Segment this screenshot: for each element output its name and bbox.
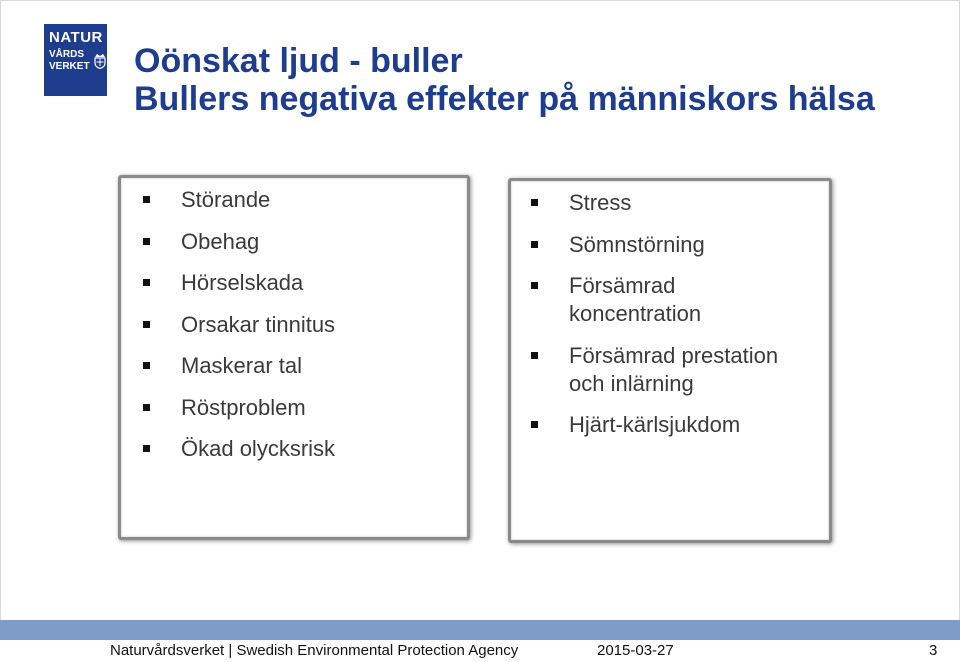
footer-date: 2015-03-27 (597, 642, 674, 659)
list-item: Maskerar tal (181, 352, 335, 380)
logo-row (49, 49, 107, 73)
footer-organization: Naturvårdsverket | Swedish Environmental Protection Agency (110, 642, 519, 659)
list-item: Orsakar tinnitus (181, 311, 336, 337)
list-item (569, 272, 819, 328)
logo-text-block (49, 49, 90, 73)
left-effects-box (118, 175, 470, 540)
crown-crest-icon (93, 53, 107, 69)
list-item (569, 342, 819, 398)
list-item (569, 231, 819, 259)
list-item (569, 189, 819, 217)
list-item-line: och inlärning (569, 370, 694, 396)
list-item-line: koncentration (569, 301, 702, 326)
list-item-line: Hjärt-kärlsjukdom (569, 412, 741, 437)
list-item (569, 411, 819, 439)
list-item: Ökad olycksrisk (181, 436, 336, 461)
left-bullet-list (181, 186, 335, 477)
title-line-2: Bullers negativa effekter på människors hälsa (134, 80, 875, 118)
list-item: Obehag (181, 228, 335, 256)
footer-bar (0, 620, 960, 640)
list-item-line: Stress (569, 190, 632, 215)
list-item-line: Försämrad (569, 273, 676, 298)
list-item: Hörselskada (181, 269, 335, 297)
naturvardsverket-logo (44, 24, 107, 96)
list-item: Röstproblem (181, 394, 335, 422)
logo-text-vards: VÅRDS (49, 49, 85, 60)
footer-page-number: 3 (929, 642, 938, 659)
logo-text-verket: VERKET (49, 61, 90, 72)
logo-text-natur: NATUR (49, 29, 103, 46)
list-item-line: Sömnstörning (569, 231, 705, 257)
list-item-line: Försämrad prestation (569, 342, 779, 368)
right-effects-box (508, 178, 832, 543)
list-item: Störande (181, 186, 335, 214)
title-line-1: Oönskat ljud - buller (134, 42, 463, 80)
slide-title (134, 42, 875, 118)
right-bullet-list (569, 189, 819, 453)
